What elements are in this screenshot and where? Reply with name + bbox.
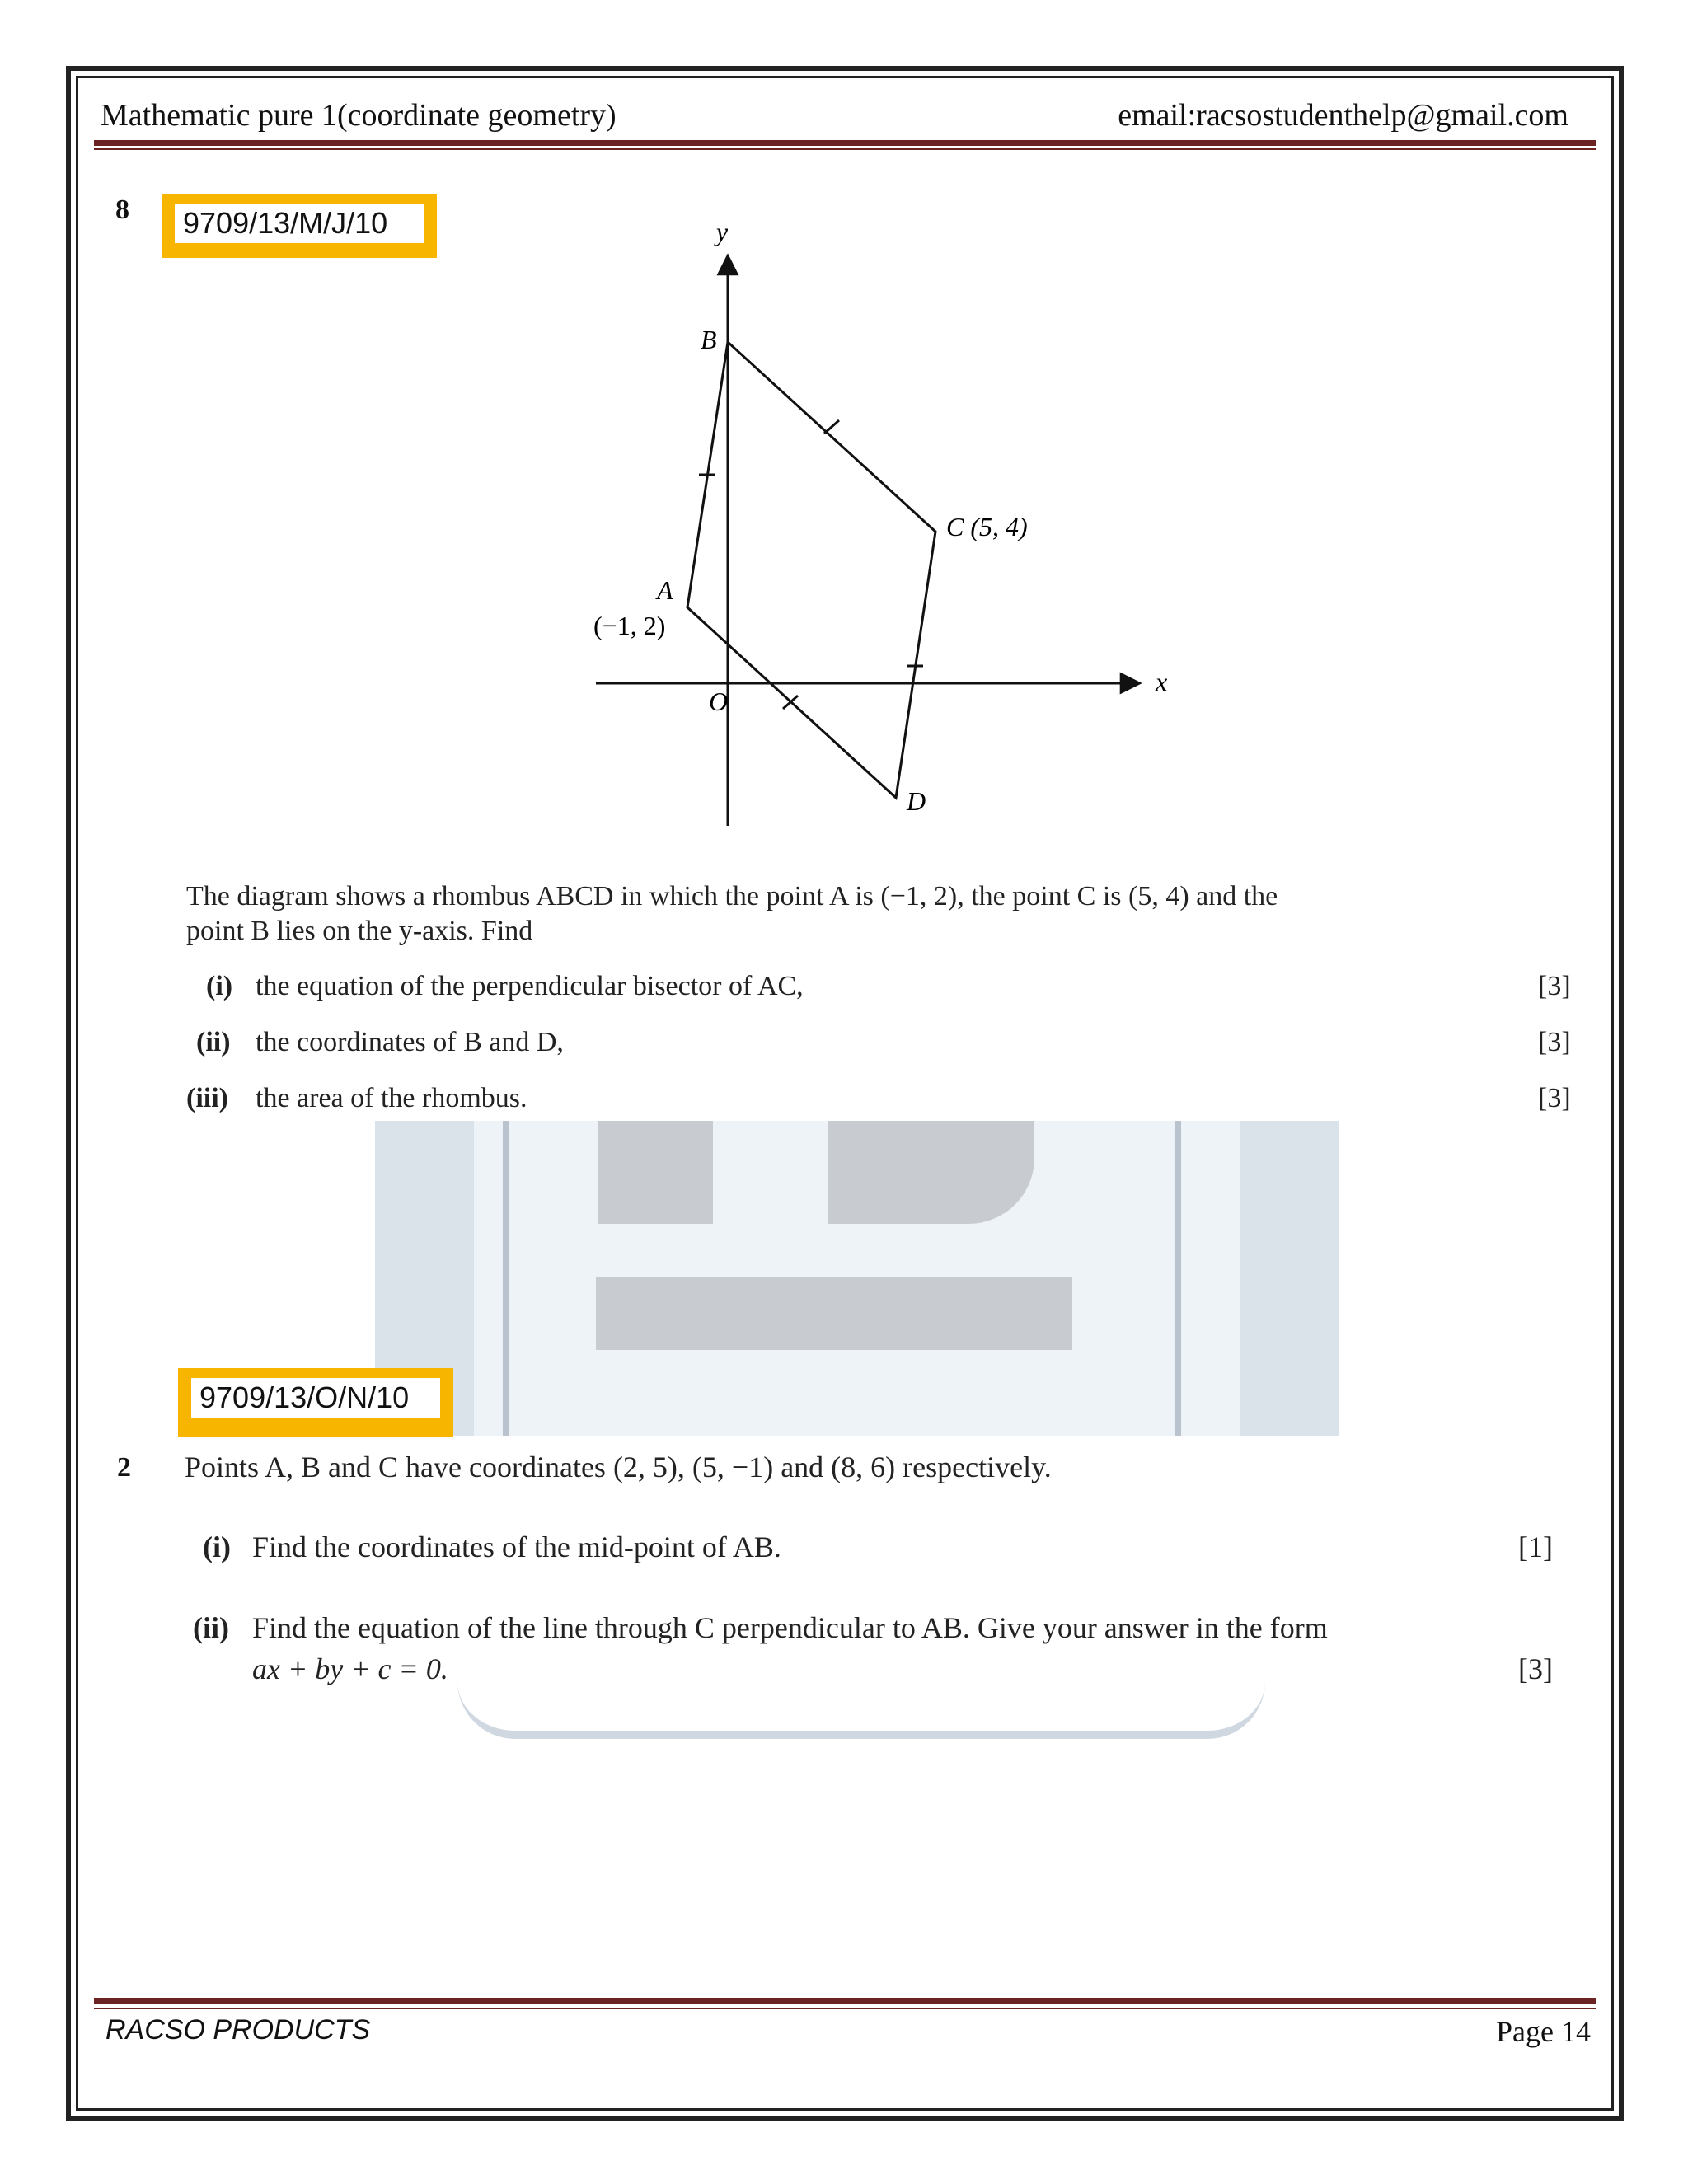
q8-part-ii-marks: [3] [1538, 1027, 1571, 1057]
question-code-badge [162, 194, 437, 258]
q8-part-iii-text: the area of the rhombus. [256, 1083, 528, 1113]
question-number: 8 [115, 194, 129, 225]
point-b-label: B [701, 325, 717, 354]
q2-part-ii-text-line2: ax + by + c = 0. [252, 1652, 448, 1685]
tick-bc [824, 420, 839, 434]
footer-brand: RACSO PRODUCTS [106, 2014, 371, 2046]
q2-intro: Points A, B and C have coordinates (2, 5), (5, −1) and (8, 6) respectively. [185, 1451, 1052, 1483]
y-axis-label: y [715, 217, 729, 246]
q8-part-ii-text: the coordinates of B and D, [256, 1027, 564, 1057]
footer-rule-thin [94, 2008, 1596, 2009]
header-rule-thin [94, 148, 1596, 150]
q2-part-ii-num: (ii) [193, 1611, 229, 1644]
point-c-label: C (5, 4) [946, 512, 1028, 541]
q8-part-i-marks: [3] [1538, 971, 1571, 1001]
q8-part-i-num: (i) [206, 971, 233, 1001]
q8-part-ii-num: (ii) [196, 1027, 231, 1057]
header-title: Mathematic pure 1(coordinate geometry) [101, 98, 617, 133]
point-a-label: A [657, 575, 673, 605]
question-code: 9709/13/O/N/10 [191, 1378, 440, 1418]
question-code: 9709/13/M/J/10 [175, 204, 424, 243]
question-number: 2 [117, 1452, 131, 1483]
footer-rule-thick [94, 1998, 1596, 2004]
q2-part-ii-marks: [3] [1518, 1652, 1553, 1685]
rhombus-abcd [687, 342, 935, 798]
point-a-coords: (−1, 2) [593, 611, 666, 640]
q2-part-i-text: Find the coordinates of the mid-point of AB. [252, 1530, 781, 1563]
q8-intro-line2: point B lies on the y-axis. Find [186, 916, 533, 946]
page-number: Page 14 [1496, 2015, 1591, 2048]
q2-part-i-num: (i) [203, 1530, 231, 1563]
q8-part-iii-marks: [3] [1538, 1083, 1571, 1113]
q2-part-ii-text-line1: Find the equation of the line through C perpendicular to AB. Give your answer in the form [252, 1611, 1328, 1644]
watermark-logo [375, 1121, 1339, 1436]
header-rule-thick [94, 140, 1596, 146]
q2-part-i-marks: [1] [1518, 1530, 1553, 1563]
q8-intro-line1: The diagram shows a rhombus ABCD in which the point A is (−1, 2), the point C is (5, 4) and the [186, 881, 1278, 912]
q8-part-i-text: the equation of the perpendicular bisector of AC, [256, 971, 804, 1001]
x-axis-label: x [1156, 667, 1168, 696]
question-code-badge [178, 1368, 453, 1437]
header-email: email:racsostudenthelp@gmail.com [1118, 98, 1568, 133]
rhombus-diagram [577, 206, 1203, 832]
origin-label: O [709, 687, 729, 716]
point-d-label: D [907, 786, 926, 816]
q8-part-iii-num: (iii) [186, 1083, 228, 1113]
watermark-arc [457, 1681, 1265, 1739]
